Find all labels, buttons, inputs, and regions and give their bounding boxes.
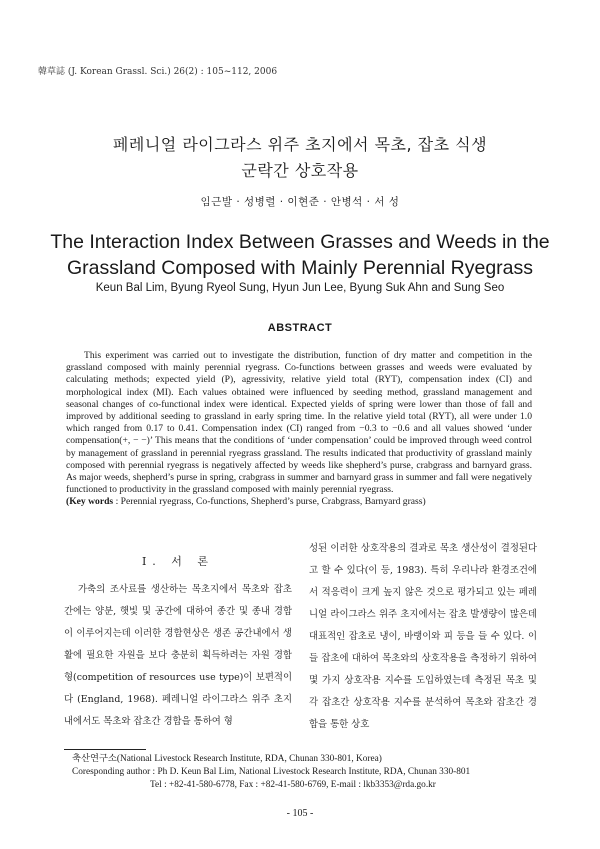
- keywords: [66, 496, 532, 508]
- abstract-body: This experiment was carried out to investigate the distribution, function of dry matter and competition in the grassland composed with mainly perennial ryegrass. Co-functions between grasses and weeds were evaluated by calculating methods; expected yield (P), agressivity, relative yield total (RYT), compensation index (CI) and morphological index (MI). Each values obtained were influenced by seeding method, grassland management and seasonal changes of co-functional index were identical. Expected yields of spring were lower than those of fall and improved by additional seeding to grassland in early spring time. In the relative yield total (RYT), all were under 1.0 which ranged from 0.17 to 0.41. Compensation index (CI) ranged from −0.3 to −0.6 and all values showed ‘under compensation(+, − −)’ This means that the conditions of ‘under compensation’ could be improved through weed control by management of grassland in perennial ryegrass grassland. The results indicated that productivity of grassland mainly composed with perennial ryegrass is negatively affected by weeds like shepherd’s purse, crabgrass and barnyard grass. As major weeds, shepherd’s purse in spring, crabgrass in summer and barnyard grass in summer and fall were negatively functioned to productivity in the grassland composed with mainly perennial ryegrass.: [66, 350, 532, 496]
- abstract-block: [66, 350, 532, 509]
- korean-authors: 임근발 · 성병렬 · 이현준 · 안병석 · 서 성: [200, 196, 400, 208]
- footnote: [72, 753, 542, 792]
- footnote-corresponding-author: Coresponding author : Ph D. Keun Bal Lim, National Livestock Research Institute, RDA, Chunan 330-801: [72, 767, 471, 777]
- page-number: - 105 -: [286, 808, 314, 819]
- body-left-column: [64, 557, 292, 733]
- footnote-divider: [64, 749, 146, 750]
- left-column-text: 가축의 조사료를 생산하는 목초지에서 목초와 잡초 간에는 양분, 햇빛 및 공간에 대하여 종간 및 종내 경합이 이루어지는데 이러한 경합현상은 생존 공간내에서 생활에 필요한 자원을 보다 충분히 획득하려는 자원 경합형(competition of resources use type)이 보편적이다 (England, 1968). 페레니얼 라이그라스 위주 초지 내에서도 목초와 잡초간 경합을 통하여 형: [64, 584, 292, 727]
- english-authors: Keun Bal Lim, Byung Ryeol Sung, Hyun Jun Lee, Byung Suk Ahn and Sung Seo: [95, 282, 505, 294]
- footnote-affiliation: 축산연구소(National Livestock Research Institute, RDA, Chunan 330-801, Korea): [72, 754, 382, 764]
- section-heading-introduction: Ⅰ. 서 론: [141, 555, 215, 568]
- korean-title-line2: 군락간 상호작용: [241, 161, 359, 180]
- english-title-line1: The Interaction Index Between Grasses and Weeds in the: [50, 231, 550, 253]
- keywords-label: (Key words: [66, 496, 114, 508]
- right-column-text: 성된 이러한 상호작용의 결과로 목초 생산성이 결정된다고 할 수 있다(이 등, 1983). 특히 우리나라 환경조건에서 적응력이 크게 높지 않은 것으로 평가되고 있는 페레니얼 라이그라스 위주 초지에서는 잡초 발생량이 많은데 대표적인 잡초로 냉이, 바랭이와 피 등을 들 수 있다. 이들 잡초에 대하여 목초와의 상호작용을 측정하기 위하여 몇 가지 상호작용 지수를 도입하였는데 측정된 목초 및 각 잡초간 상호작용 지수를 분석하여 목초와 잡초간 경합을 통한 상호: [309, 543, 537, 730]
- english-title-line2: Grassland Composed with Mainly Perennial Ryegrass: [66, 257, 534, 279]
- keywords-text: : Perennial ryegrass, Co-functions, Shepherd’s purse, Crabgrass, Barnyard grass): [113, 496, 426, 508]
- journal-citation: 韓草誌 (J. Korean Grassl. Sci.) 26(2) : 105~112, 2006: [38, 67, 278, 77]
- footnote-contact: Tel : +82-41-580-6778, Fax : +82-41-580-6769, E-mail : lkb3353@rda.go.kr: [150, 780, 436, 790]
- korean-title-line1: 페레니얼 라이그라스 위주 초지에서 목초, 잡초 식생: [112, 135, 488, 154]
- body-right-column: [309, 538, 537, 736]
- abstract-heading: ABSTRACT: [267, 322, 333, 334]
